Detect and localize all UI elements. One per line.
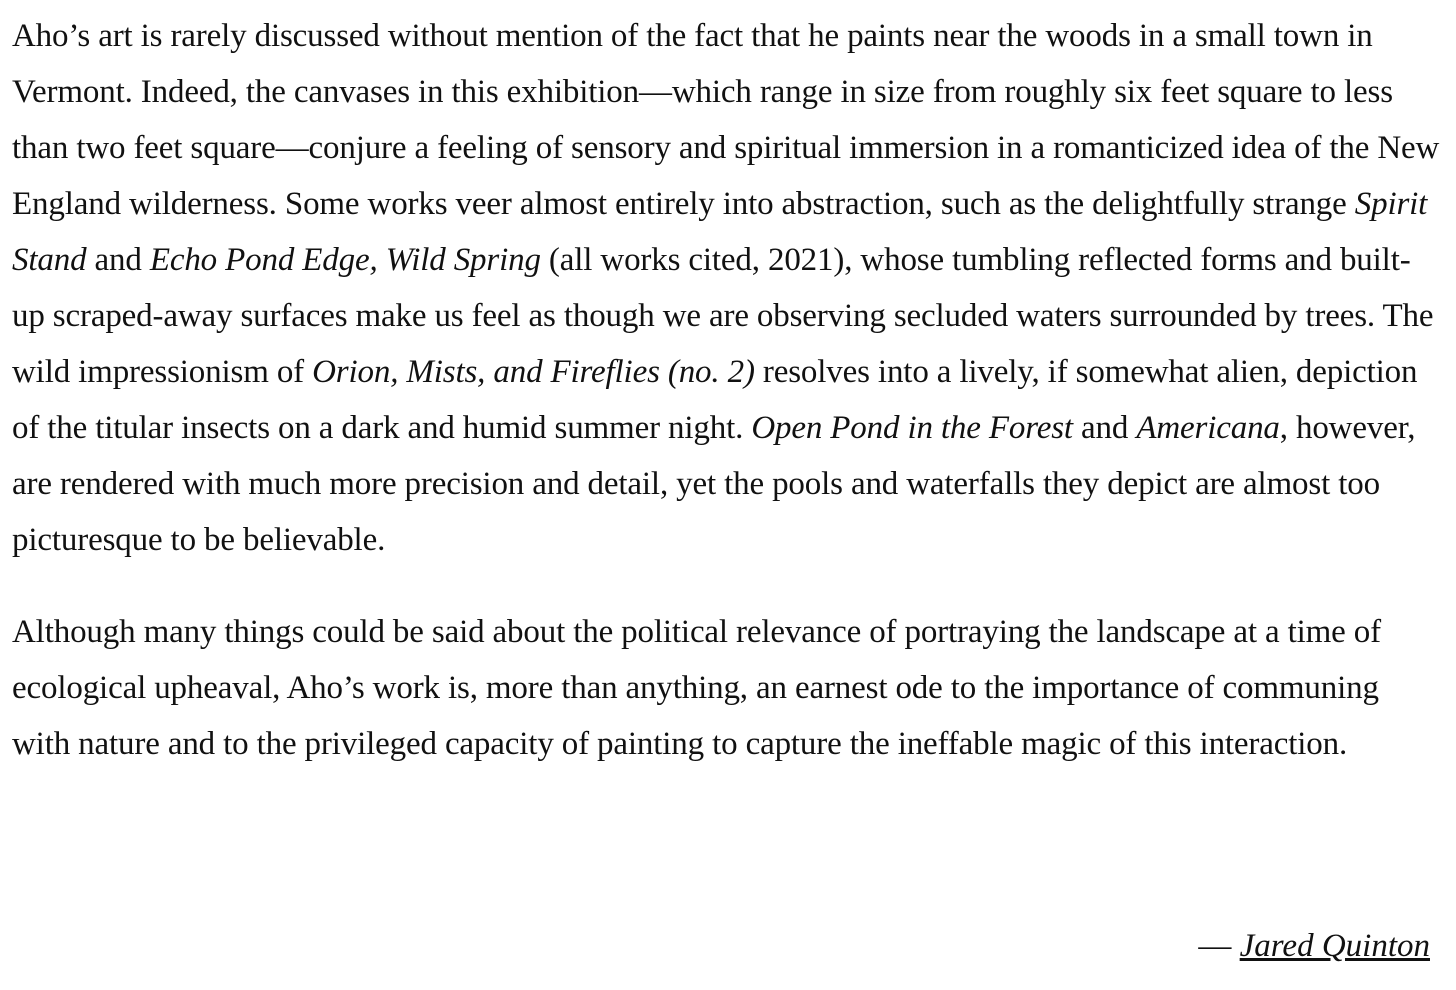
paragraph-text: and (86, 242, 150, 278)
article-paragraph-2 (12, 604, 1442, 772)
artwork-title-spirit-stand: Spirit Stand (12, 186, 1428, 278)
artwork-title-orion-mists-fireflies: Orion, Mists, and Fireflies (no. 2) (312, 354, 755, 390)
article-paragraph-1 (12, 8, 1442, 568)
paragraph-text: (all works cited, 2021), whose tumbling reflected forms and built-up scraped-away surfaces make us feel as though we are observing secluded waters surrounded by trees. The wild impressionism of (12, 242, 1434, 390)
paragraph-text: and (1072, 410, 1137, 446)
paragraph-text: Aho’s art is rarely discussed without mention of the fact that he paints near the woods in a small town in Vermont. Indeed, the canvases in this exhibition—which range in size from roughly six feet square to less than two feet square—conjure a feeling of sensory and spiritual immersion in a romanticized idea of the New England wilderness. Some works veer almost entirely into abstraction, such as the delightfully strange (12, 18, 1440, 222)
byline (1198, 918, 1430, 974)
author-link[interactable]: Jared Quinton (1239, 928, 1430, 964)
paragraph-text: , however, are rendered with much more precision and detail, yet the pools and waterfalls they depict are almost too picturesque to be believable. (12, 410, 1416, 558)
artwork-title-echo-pond-edge: Echo Pond Edge, Wild Spring (149, 242, 541, 278)
byline-dash: — (1198, 928, 1240, 964)
article-body (12, 8, 1442, 772)
paragraph-text: resolves into a lively, if somewhat alien, depiction of the titular insects on a dark and humid summer night. (12, 354, 1418, 446)
artwork-title-americana: Americana (1136, 410, 1280, 446)
paragraph-text: Although many things could be said about the political relevance of portraying the landscape at a time of ecological upheaval, Aho’s work is, more than anything, an earnest ode to the importance of communing with nature and to the privileged capacity of painting to capture the ineffable magic of this interaction. (12, 614, 1381, 762)
artwork-title-open-pond: Open Pond in the Forest (751, 410, 1073, 446)
